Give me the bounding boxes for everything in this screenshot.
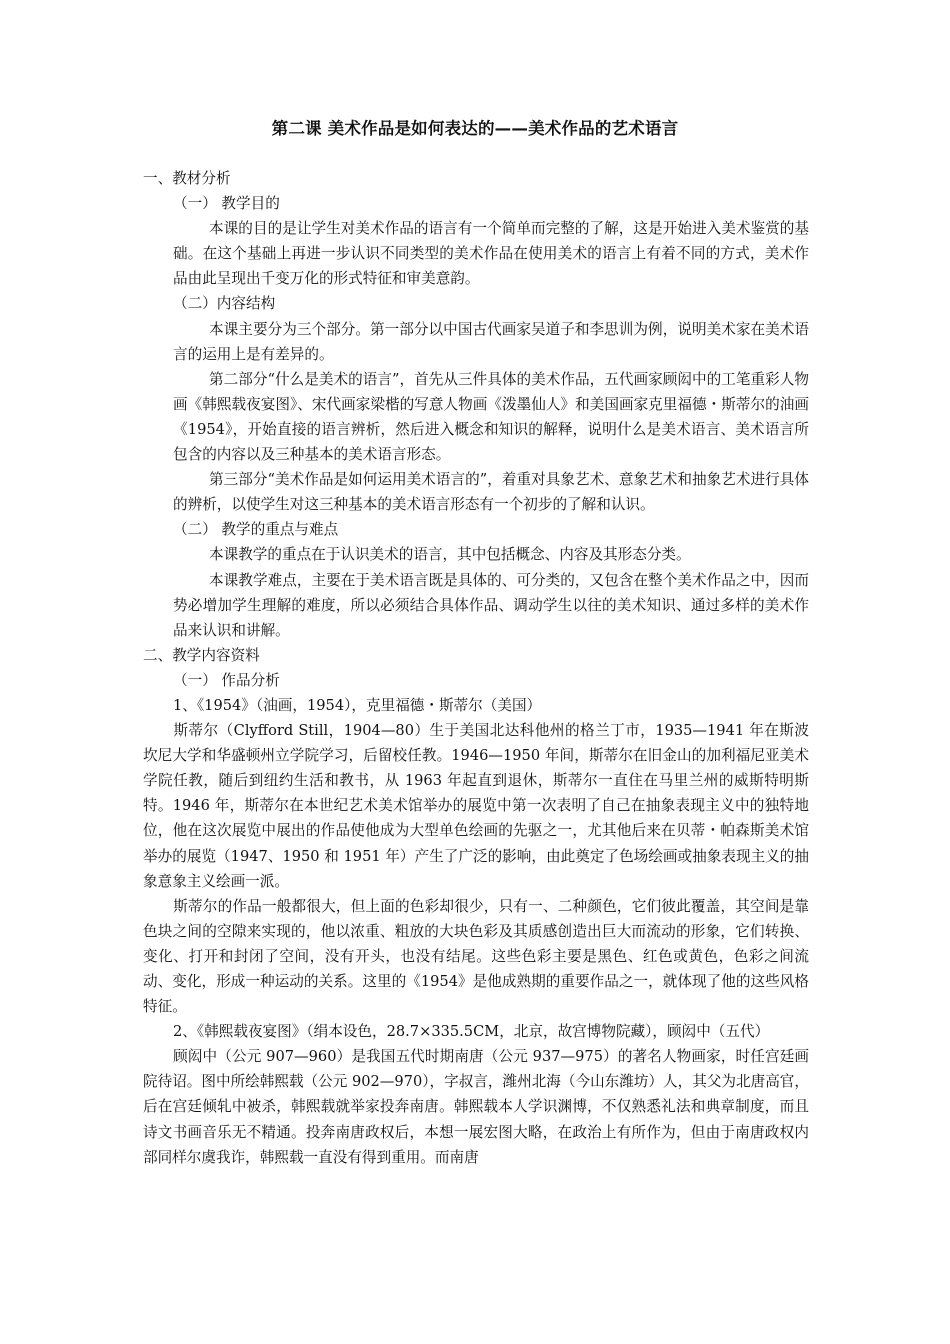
- paragraph-text: 本课教学的重点在于认识美术的语言，其中包括概念、内容及其形态分类。: [209, 546, 691, 564]
- subheading-work-analysis: （一） 作品分析: [173, 671, 280, 689]
- subheading-teaching-goal: （一） 教学目的: [173, 195, 280, 213]
- section-heading-2: 二、教学内容资料: [143, 646, 260, 664]
- paragraph-text: 斯蒂尔（Clyfford Still，1904—80）生于美国北达科他州的格兰丁市，1935—1941 年在斯波坎尼大学和华盛顿州立学院学习，后留校任教。1946—1950 年间，斯蒂尔在旧金山的加利福尼亚美术学院任教，随后到纽约生活和教书，从 1963 年起直到退休，斯蒂尔一直住在马里兰州的威斯特明斯特。1946 年，斯蒂尔在本世纪艺术美术馆举办的展览中第一次表明了自己在抽象表现主义中的独特地位，他在这次展览中展出的作品使他成为大型单色绘画的先驱之一，尤其他后来在贝蒂・帕森斯美术馆举办的展览（1947、1950 和 1951 年）产生了广泛的影响，由此奠定了色场绘画或抽象表现主义的抽象意象主义绘画一派。: [143, 722, 809, 890]
- paragraph: [143, 1044, 809, 1169]
- subheading-content-structure: （二）内容结构: [173, 295, 276, 313]
- paragraph-text: 第三部分“美术作品是如何运用美术语言的”，着重对具象艺术、意象艺术和抽象艺术进行具体的辨析，以使学生对这三种基本的美术语言形态有一个初步的了解和认识。: [173, 471, 809, 514]
- page-title: 第二课 美术作品是如何表达的——美术作品的艺术语言: [271, 119, 679, 138]
- paragraph: [143, 216, 809, 291]
- paragraph-text: 本课的目的是让学生对美术作品的语言有一个简单而完整的了解，这是开始进入美术鉴赏的基础。在这个基础上再进一步认识不同类型的美术作品在使用美术的语言上有着不同的方式，美术作品由此呈现出千变万化的形式特征和审美意韵。: [173, 220, 809, 288]
- subheading-key-points: （二） 教学的重点与难点: [173, 521, 339, 539]
- paragraph: [143, 542, 809, 567]
- item-title-text: 2、《韩熙载夜宴图》（绢本设色，28.7×335.5CM，北京，故宫博物院藏），顾闳中（五代）: [173, 1023, 770, 1041]
- item-title: [143, 693, 809, 718]
- paragraph: [143, 317, 809, 367]
- paragraph: [143, 894, 809, 1019]
- paragraph-text: 本课主要分为三个部分。第一部分以中国古代画家吴道子和李思训为例，说明美术家在美术语言的运用上是有差异的。: [173, 320, 809, 363]
- paragraph: [143, 718, 809, 894]
- paragraph-text: 本课教学难点，主要在于美术语言既是具体的、可分类的，又包含在整个美术作品之中，因而势必增加学生理解的难度，所以必须结合具体作品、调动学生以往的美术知识、通过多样的美术作品来认识和讲解。: [173, 571, 809, 639]
- paragraph: [143, 568, 809, 643]
- paragraph-text: 斯蒂尔的作品一般都很大，但上面的色彩却很少，只有一、二种颜色，它们彼此覆盖，其空间是靠色块之间的空隙来实现的，他以浓重、粗放的大块色彩及其质感创造出巨大而流动的形象，它们转换、变化、打开和封闭了空间，没有开头，也没有结尾。这些色彩主要是黑色、红色或黄色，色彩之间流动、变化，形成一种运动的关系。这里的《1954》是他成熟期的重要作品之一，就体现了他的这些风格特征。: [143, 897, 809, 1016]
- item-title: [143, 1019, 809, 1044]
- item-title-text: 1、《1954》（油画，1954），克里福德・斯蒂尔（美国）: [173, 696, 542, 714]
- paragraph-text: 顾闳中（公元 907—960）是我国五代时期南唐（公元 937—975）的著名人物画家，时任宫廷画院待诏。图中所绘韩熙载（公元 902—970），字叔言，潍州北海（今山东潍坊）人，其父为北唐高官，后在宫廷倾轧中被杀，韩熙载就举家投奔南唐。韩熙载本人学识渊博，不仅熟悉礼法和典章制度，而且诗文书画音乐无不精通。投奔南唐政权后，本想一展宏图大略，在政治上有所作为，但由于南唐政权内部同样尔虞我诈，韩熙载一直没有得到重用。而南唐: [143, 1048, 809, 1166]
- section-heading-1: 一、教材分析: [143, 170, 231, 187]
- paragraph: [143, 367, 809, 467]
- paragraph: [143, 467, 809, 517]
- document-body: [143, 166, 809, 1170]
- paragraph-text: 第二部分“什么是美术的语言”，首先从三件具体的美术作品，五代画家顾闳中的工笔重彩人物画《韩熙载夜宴图》、宋代画家梁楷的写意人物画《泼墨仙人》和美国画家克里福德・斯蒂尔的油画《1954》，开始直接的语言辨析，然后进入概念和知识的解释，说明什么是美术语言、美术语言所包含的内容以及三种基本的美术语言形态。: [173, 370, 809, 464]
